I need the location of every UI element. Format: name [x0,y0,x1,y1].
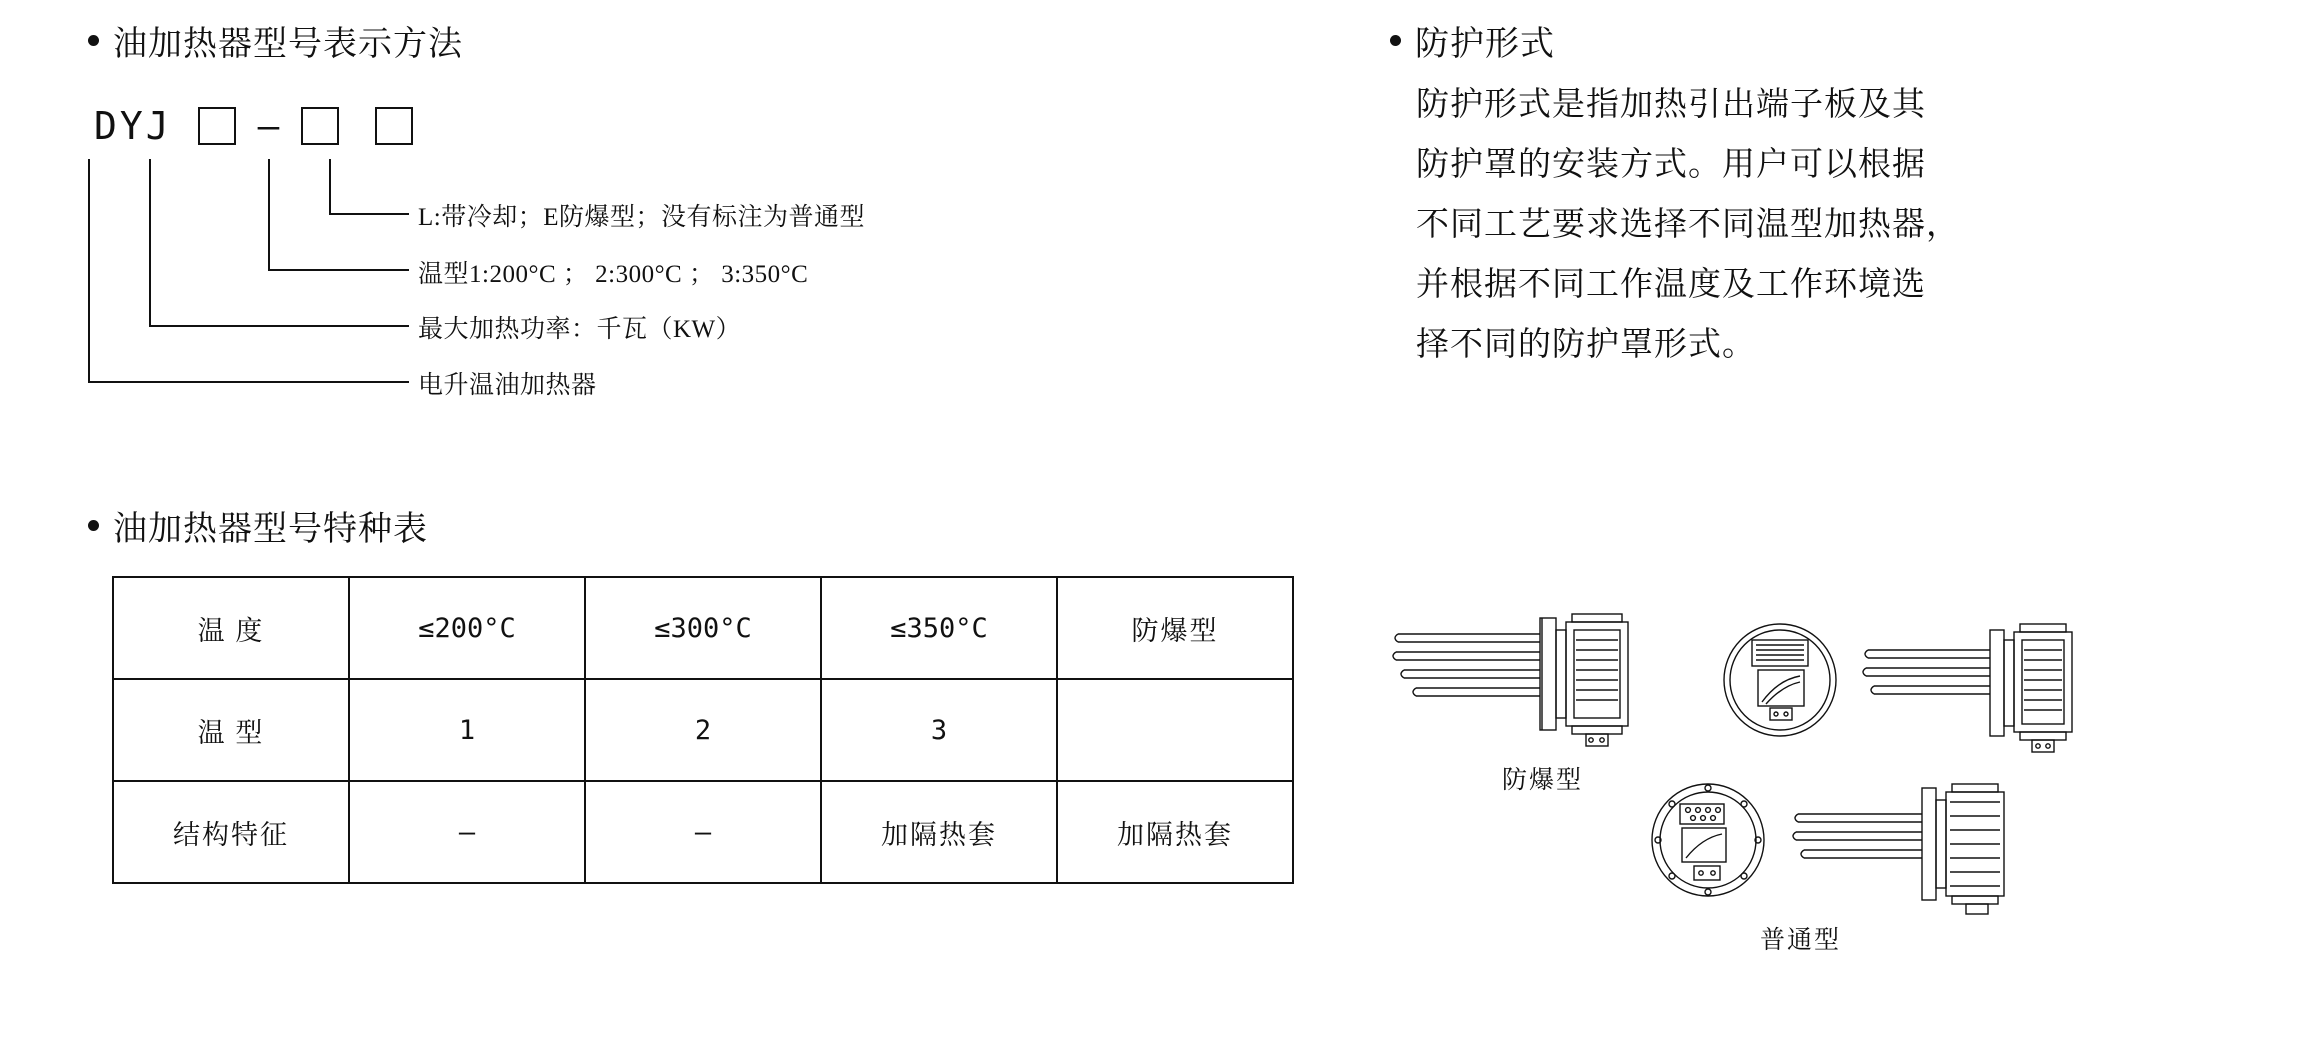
model-code-box-suffix [375,107,413,145]
cell-r2c1: – [349,781,585,883]
cell-r2c3: 加隔热套 [821,781,1057,883]
leader-vline-prefix [88,159,90,383]
cell-r1c1: 1 [349,679,585,781]
model-code-box-power [198,107,236,145]
protection-line-5: 择不同的防护罩形式。 [1416,327,1756,363]
explosion-proof-heater-side-figure [1860,604,2190,764]
leader-line-diagram [88,159,1388,459]
cell-r2c2: – [585,781,821,883]
model-code-box-temp [301,107,339,145]
table-row [113,577,1293,679]
leader-label-prefix: 电升温油加热器 [418,372,597,399]
cell-r0c2: ≤300°C [585,577,821,679]
left-column [88,16,1388,884]
leader-label-power: 最大加热功率：千瓦（KW） [418,316,742,343]
cell-r1c0: 温 型 [113,679,349,781]
section-title-text: 油加热器型号表示方法 [113,26,463,63]
model-code-dash: — [257,105,280,147]
cell-r1c2: 2 [585,679,821,781]
spec-table [112,576,1294,884]
model-code-prefix: DYJ [94,104,172,148]
figure-caption-standard-type: 普通型 [1760,927,1842,954]
table-row [113,781,1293,883]
table-row [113,679,1293,781]
leader-hline-suffix [329,213,409,215]
figure-caption-explosion-proof: 防爆型 [1502,767,1584,794]
leader-hline-temp [268,269,409,271]
explosion-proof-flange-front-view [1708,612,1858,752]
protection-line-3: 不同工艺要求选择不同温型加热器， [1416,207,1960,243]
model-code-row [94,93,1388,159]
protection-section-title [1390,16,2270,65]
section-title-text: 防护形式 [1415,26,1555,63]
section-title-text: 油加热器型号特种表 [113,511,428,548]
model-code-section-title [88,16,1388,65]
spec-table-section-title [88,501,1388,550]
cell-r2c4: 加隔热套 [1057,781,1293,883]
protection-line-1: 防护形式是指加热引出端子板及其 [1416,87,1926,123]
protection-body [1416,75,2270,375]
leader-vline-power [149,159,151,327]
standard-type-flange-front-view [1630,770,1790,920]
cell-r2c0: 结构特征 [113,781,349,883]
bullet-dot-icon [88,35,99,46]
right-column [1390,16,2270,375]
cell-r1c4 [1057,679,1293,781]
protection-line-4: 并根据不同工作温度及工作环境选 [1416,267,1926,303]
bullet-dot-icon [88,520,99,531]
bullet-dot-icon [1390,35,1401,46]
leader-hline-prefix [88,381,409,383]
leader-label-temp: 温型1:200°C ； 2:300°C ； 3:350°C [418,261,809,288]
protection-line-2: 防护罩的安装方式。用户可以根据 [1416,147,1926,183]
cell-r0c3: ≤350°C [821,577,1057,679]
cell-r0c0: 温 度 [113,577,349,679]
leader-vline-temp [268,159,270,271]
leader-vline-suffix [329,159,331,215]
figures-area [1390,600,2290,1040]
cell-r1c3: 3 [821,679,1057,781]
cell-r0c4: 防爆型 [1057,577,1293,679]
leader-hline-power [149,325,409,327]
leader-label-suffix: L:带冷却；E防爆型；没有标注为普通型 [418,204,865,231]
standard-type-heater-side-figure [1790,766,2130,926]
explosion-proof-heater-figure [1390,600,1750,760]
cell-r0c1: ≤200°C [349,577,585,679]
